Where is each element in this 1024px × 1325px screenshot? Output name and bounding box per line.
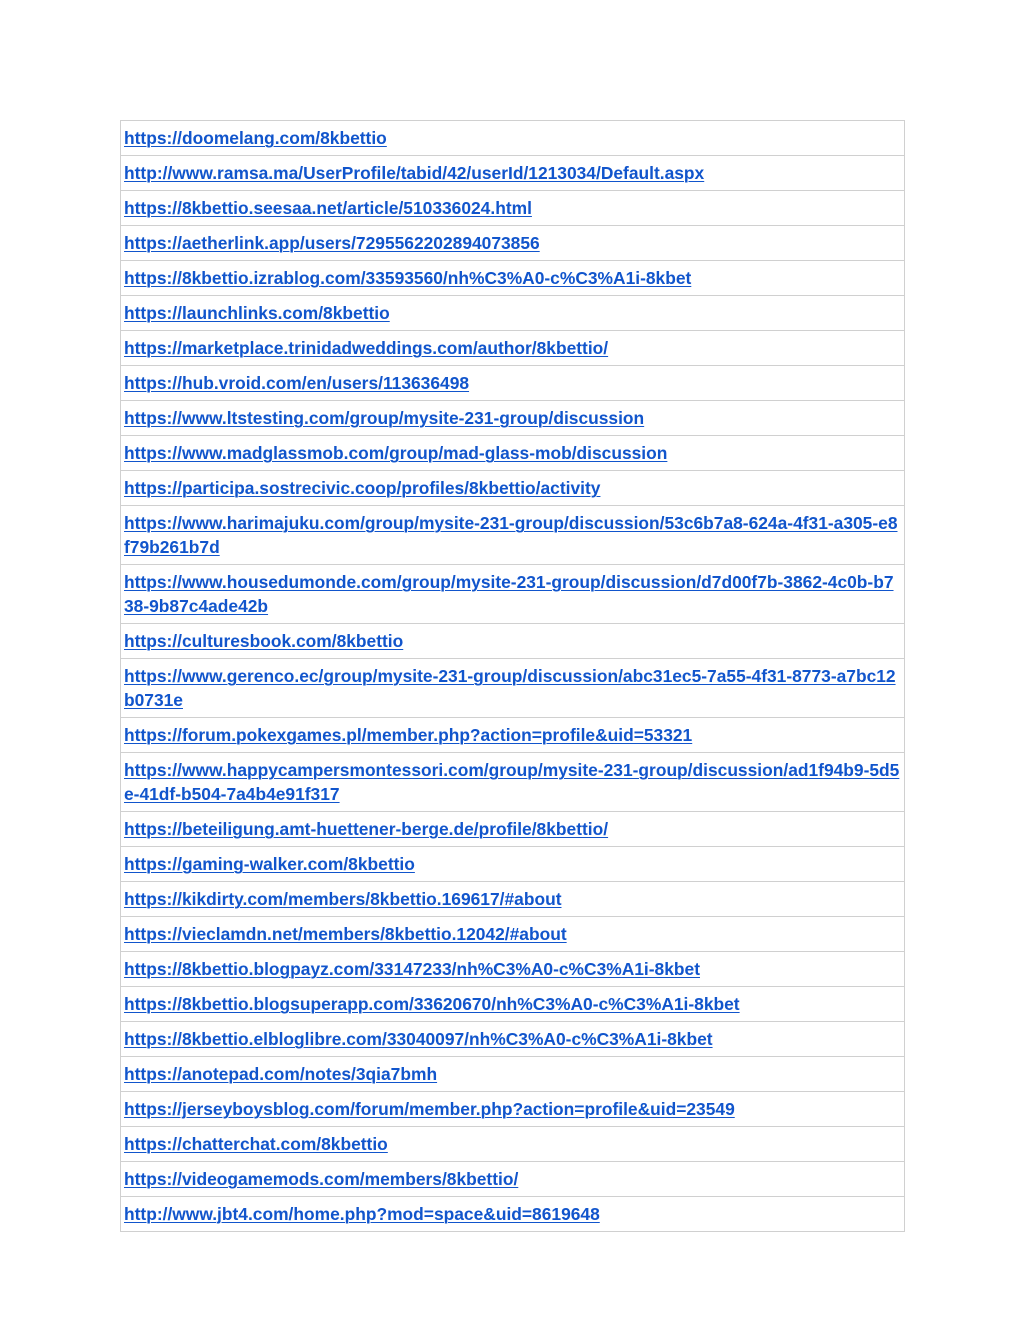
table-cell <box>121 718 905 753</box>
table-cell <box>121 659 905 718</box>
table-cell <box>121 952 905 987</box>
table-row <box>121 847 905 882</box>
link-table-body <box>121 121 905 1232</box>
table-row <box>121 366 905 401</box>
link[interactable]: https://www.gerenco.ec/group/mysite-231-group/discussion/abc31ec5-7a55-4f31-8773-a7bc12b0731e <box>124 666 896 710</box>
table-row <box>121 191 905 226</box>
table-cell <box>121 565 905 624</box>
table-cell <box>121 987 905 1022</box>
table-row <box>121 471 905 506</box>
table-row <box>121 436 905 471</box>
table-row <box>121 156 905 191</box>
table-row <box>121 624 905 659</box>
link[interactable]: https://gaming-walker.com/8kbettio <box>124 854 415 874</box>
link[interactable]: https://www.harimajuku.com/group/mysite-231-group/discussion/53c6b7a8-624a-4f31-a305-e8f79b261b7d <box>124 513 898 557</box>
table-cell <box>121 624 905 659</box>
link[interactable]: https://hub.vroid.com/en/users/113636498 <box>124 373 470 393</box>
table-row <box>121 812 905 847</box>
table-row <box>121 882 905 917</box>
link[interactable]: https://8kbettio.seesaa.net/article/510336024.html <box>124 198 532 218</box>
table-cell <box>121 296 905 331</box>
table-row <box>121 1092 905 1127</box>
link[interactable]: https://participa.sostrecivic.coop/profiles/8kbettio/activity <box>124 478 601 498</box>
table-row <box>121 506 905 565</box>
table-cell <box>121 882 905 917</box>
table-cell <box>121 1057 905 1092</box>
link-table <box>120 120 905 1232</box>
table-cell <box>121 436 905 471</box>
link[interactable]: https://www.ltstesting.com/group/mysite-231-group/discussion <box>124 408 645 428</box>
link[interactable]: https://kikdirty.com/members/8kbettio.169617/#about <box>124 889 562 909</box>
link[interactable]: https://chatterchat.com/8kbettio <box>124 1134 388 1154</box>
table-cell <box>121 753 905 812</box>
table-row <box>121 1162 905 1197</box>
table-cell <box>121 917 905 952</box>
table-row <box>121 261 905 296</box>
link[interactable]: https://vieclamdn.net/members/8kbettio.12042/#about <box>124 924 567 944</box>
table-row <box>121 121 905 156</box>
table-row <box>121 659 905 718</box>
link[interactable]: https://videogamemods.com/members/8kbettio/ <box>124 1169 519 1189</box>
link[interactable]: https://8kbettio.blogpayz.com/33147233/nh%C3%A0-c%C3%A1i-8kbet <box>124 959 700 979</box>
link[interactable]: https://forum.pokexgames.pl/member.php?action=profile&uid=53321 <box>124 725 693 745</box>
table-cell <box>121 156 905 191</box>
table-cell <box>121 471 905 506</box>
link[interactable]: https://aetherlink.app/users/7295562202894073856 <box>124 233 540 253</box>
table-cell <box>121 121 905 156</box>
link[interactable]: https://8kbettio.blogsuperapp.com/33620670/nh%C3%A0-c%C3%A1i-8kbet <box>124 994 740 1014</box>
table-row <box>121 753 905 812</box>
link[interactable]: https://marketplace.trinidadweddings.com/author/8kbettio/ <box>124 338 609 358</box>
table-row <box>121 718 905 753</box>
table-cell <box>121 331 905 366</box>
table-row <box>121 1127 905 1162</box>
table-row <box>121 565 905 624</box>
table-cell <box>121 261 905 296</box>
link[interactable]: https://jerseyboysblog.com/forum/member.php?action=profile&uid=23549 <box>124 1099 735 1119</box>
table-cell <box>121 366 905 401</box>
table-cell <box>121 812 905 847</box>
table-cell <box>121 1197 905 1232</box>
table-row <box>121 1197 905 1232</box>
table-row <box>121 226 905 261</box>
link[interactable]: http://www.ramsa.ma/UserProfile/tabid/42/userId/1213034/Default.aspx <box>124 163 705 183</box>
link[interactable]: https://beteiligung.amt-huettener-berge.de/profile/8kbettio/ <box>124 819 609 839</box>
table-row <box>121 917 905 952</box>
table-cell <box>121 506 905 565</box>
table-cell <box>121 1022 905 1057</box>
table-cell <box>121 1092 905 1127</box>
link[interactable]: https://culturesbook.com/8kbettio <box>124 631 404 651</box>
link[interactable]: https://www.housedumonde.com/group/mysite-231-group/discussion/d7d00f7b-3862-4c0b-b738-9b87c4ade42b <box>124 572 894 616</box>
table-row <box>121 987 905 1022</box>
link[interactable]: https://doomelang.com/8kbettio <box>124 128 387 148</box>
link[interactable]: https://anotepad.com/notes/3qia7bmh <box>124 1064 438 1084</box>
table-cell <box>121 401 905 436</box>
table-row <box>121 952 905 987</box>
table-row <box>121 401 905 436</box>
table-row <box>121 1022 905 1057</box>
table-row <box>121 296 905 331</box>
table-cell <box>121 1127 905 1162</box>
link[interactable]: http://www.jbt4.com/home.php?mod=space&uid=8619648 <box>124 1204 600 1224</box>
link[interactable]: https://8kbettio.elbloglibre.com/33040097/nh%C3%A0-c%C3%A1i-8kbet <box>124 1029 713 1049</box>
link[interactable]: https://www.happycampersmontessori.com/group/mysite-231-group/discussion/ad1f94b9-5d5e-41df-b504-7a4b4e91f317 <box>124 760 900 804</box>
table-cell <box>121 191 905 226</box>
table-cell <box>121 847 905 882</box>
link[interactable]: https://8kbettio.izrablog.com/33593560/nh%C3%A0-c%C3%A1i-8kbet <box>124 268 692 288</box>
link[interactable]: https://www.madglassmob.com/group/mad-glass-mob/discussion <box>124 443 668 463</box>
table-cell <box>121 226 905 261</box>
table-row <box>121 1057 905 1092</box>
link[interactable]: https://launchlinks.com/8kbettio <box>124 303 390 323</box>
table-cell <box>121 1162 905 1197</box>
table-row <box>121 331 905 366</box>
